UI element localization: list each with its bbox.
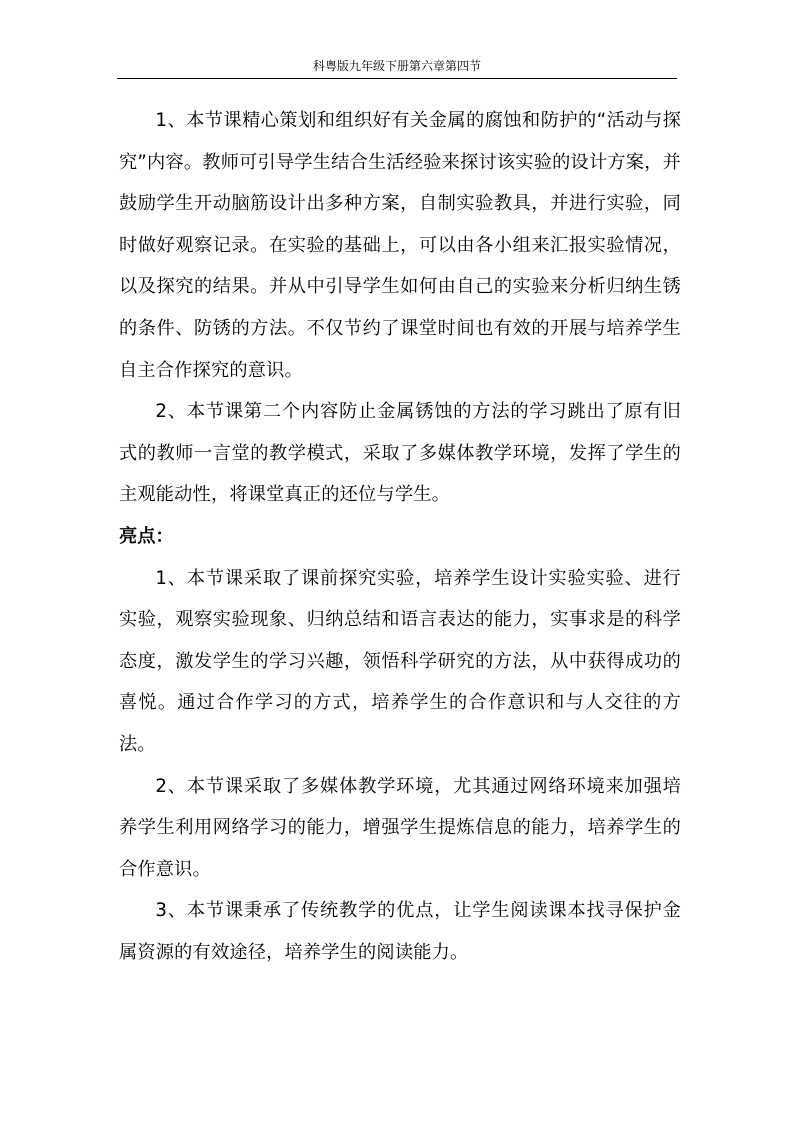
- paragraph-2: 2、本节课第二个内容防止金属锈蚀的方法的学习跳出了原有旧式的教师一言堂的教学模式，采取了多媒体教学环境，发挥了学生的主观能动性，将课堂真正的还位与学生。: [119, 401, 681, 506]
- header-divider: [117, 78, 677, 79]
- document-body: [119, 100, 681, 973]
- page-header: 科粤版九年级下册第六章第四节: [312, 59, 481, 73]
- highlights-heading: 亮点：: [119, 525, 174, 547]
- highlight-1: 1、本节课采取了课前探究实验，培养学生设计实验实验、进行实验，观察实验现象、归纳总结和语言表达的能力，实事求是的科学态度，激发学生的学习兴趣，领悟科学研究的方法，从中获得成功的喜悦。通过合作学习的方式，培养学生的合作意识和与人交往的方法。: [119, 567, 681, 755]
- highlight-2: 2、本节课采取了多媒体教学环境，尤其通过网络环境来加强培养学生利用网络学习的能力，增强学生提炼信息的能力，培养学生的合作意识。: [119, 775, 681, 880]
- paragraph-1: 1、本节课精心策划和组织好有关金属的腐蚀和防护的“活动与探究”内容。教师可引导学生结合生活经验来探讨该实验的设计方案，并鼓励学生开动脑筋设计出多种方案，自制实验教具，并进行实验，同时做好观察记录。在实验的基础上，可以由各小组来汇报实验情况，以及探究的结果。并从中引导学生如何由自己的实验来分析归纳生锈的条件、防锈的方法。不仅节约了课堂时间也有效的开展与培养学生自主合作探究的意识。: [119, 110, 681, 381]
- highlight-3: 3、本节课秉承了传统教学的优点，让学生阅读课本找寻保护金属资源的有效途径，培养学生的阅读能力。: [119, 900, 681, 963]
